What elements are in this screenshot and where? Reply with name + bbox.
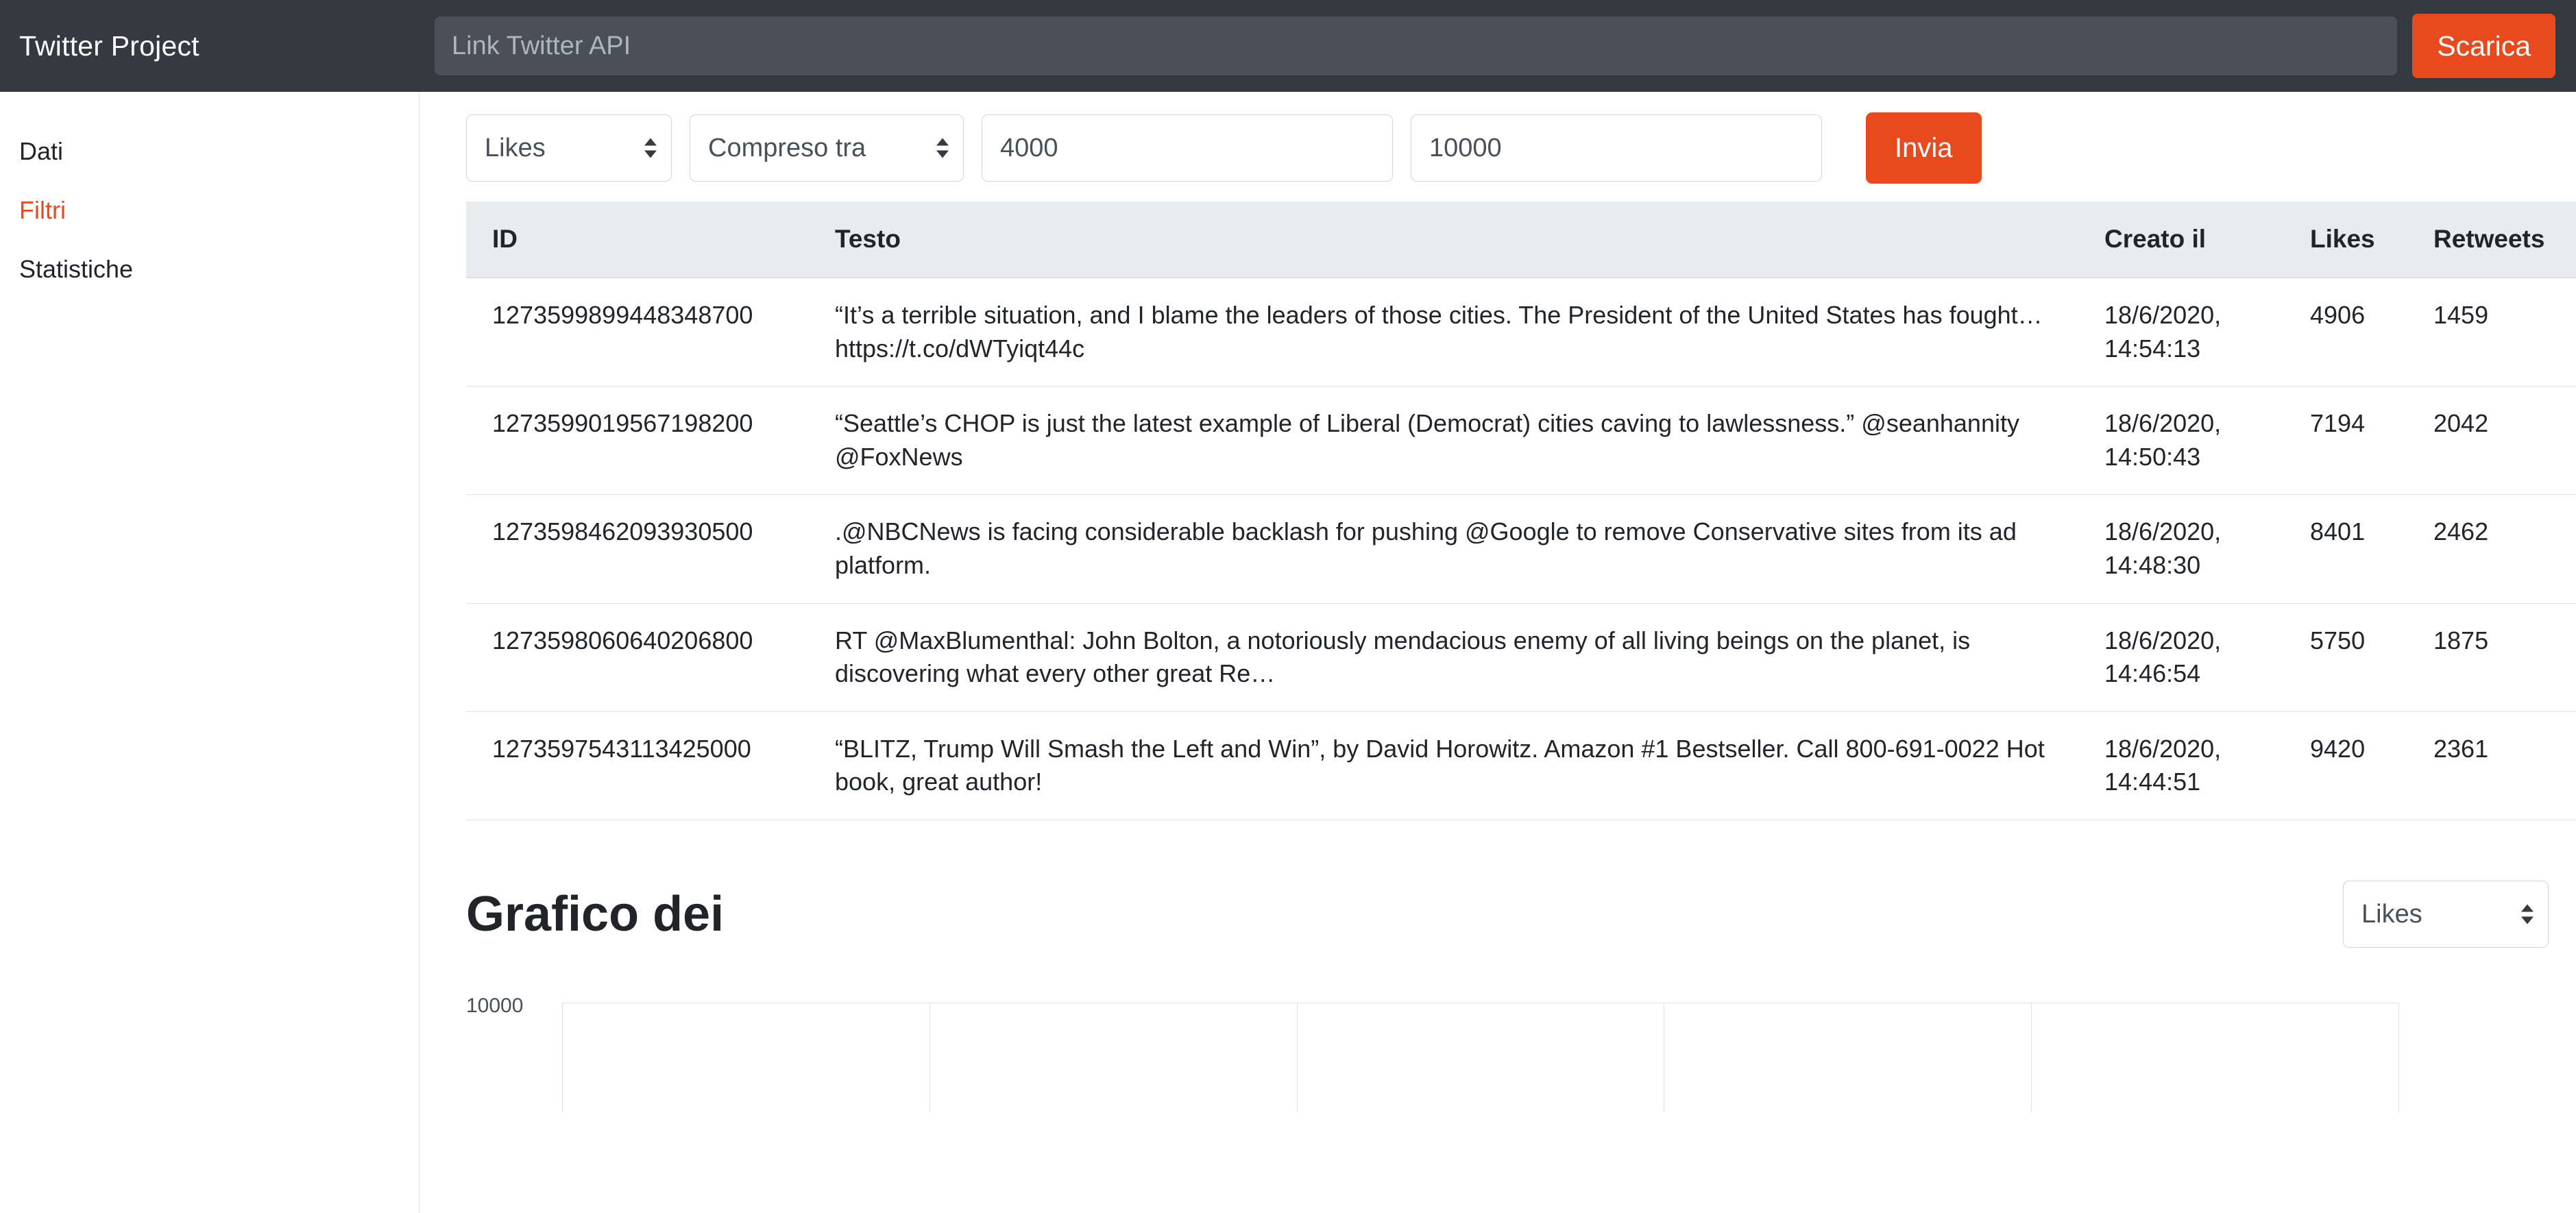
- cell-likes: 9420: [2310, 711, 2433, 820]
- cell-likes: 8401: [2310, 495, 2433, 603]
- body: [0, 92, 2576, 1213]
- metric-select[interactable]: [466, 114, 672, 182]
- cell-testo: “Seattle’s CHOP is just the latest example of Liberal (Democrat) cities caving to lawlessness.” @seanhannity @FoxNews: [823, 387, 2104, 495]
- cell-creato-il: 18/6/2020, 14:48:30: [2104, 495, 2310, 603]
- table-row[interactable]: [466, 711, 2576, 820]
- cell-testo: RT @MaxBlumenthal: John Bolton, a notoriously mendacious enemy of all living beings on the planet, is discovering what every other great Re…: [823, 603, 2104, 711]
- cell-retweets: 1459: [2433, 278, 2576, 387]
- table-header-row: [466, 201, 2576, 278]
- cell-id: 1273598462093930500: [466, 495, 823, 603]
- chart-y-axis-top-label: 10000: [466, 994, 524, 1017]
- chart-grid-cell: [929, 1003, 1297, 1112]
- column-header-likes[interactable]: Likes: [2310, 201, 2433, 278]
- cell-retweets: 2361: [2433, 711, 2576, 820]
- operator-select[interactable]: [690, 114, 964, 182]
- column-header-creato-il[interactable]: Creato il: [2104, 201, 2310, 278]
- cell-testo: “It’s a terrible situation, and I blame the leaders of those cities. The President of the United States has fought… https://t.co/dWTyiqt44c: [823, 278, 2104, 387]
- chart-grid-cell: [562, 1003, 929, 1112]
- cell-id: 1273599899448348700: [466, 278, 823, 387]
- sidebar-item-statistiche[interactable]: Statistiche: [19, 255, 134, 283]
- sidebar-item-filtri[interactable]: Filtri: [19, 196, 66, 224]
- chart-grid-cell: [2031, 1003, 2399, 1112]
- cell-likes: 7194: [2310, 387, 2433, 495]
- table-body: [466, 278, 2576, 820]
- submit-filter-button[interactable]: Invia: [1866, 112, 1982, 184]
- cell-testo: .@NBCNews is facing considerable backlash for pushing @Google to remove Conservative sites from its ad platform.: [823, 495, 2104, 603]
- cell-id: 1273598060640206800: [466, 603, 823, 711]
- filter-bar: [420, 92, 2576, 201]
- top-bar: [0, 0, 2576, 92]
- chart-grid-cell: [1297, 1003, 1664, 1112]
- tweets-table: [466, 201, 2576, 820]
- min-value-input[interactable]: [982, 114, 1393, 182]
- download-button[interactable]: Scarica: [2412, 14, 2555, 78]
- sidebar: [0, 92, 420, 1213]
- table-header: [466, 201, 2576, 278]
- chart-header: [466, 881, 2549, 948]
- cell-id: 1273597543113425000: [466, 711, 823, 820]
- max-value-input[interactable]: [1411, 114, 1822, 182]
- chart-metric-select-wrap: [2343, 881, 2549, 948]
- cell-creato-il: 18/6/2020, 14:50:43: [2104, 387, 2310, 495]
- table-row[interactable]: [466, 495, 2576, 603]
- table-row[interactable]: [466, 278, 2576, 387]
- cell-retweets: 1875: [2433, 603, 2576, 711]
- sidebar-item-dati[interactable]: Dati: [19, 137, 64, 165]
- twitter-api-link-input[interactable]: [435, 16, 2397, 75]
- metric-select-wrap: [466, 114, 672, 182]
- main-content: [420, 92, 2576, 1213]
- cell-likes: 5750: [2310, 603, 2433, 711]
- operator-select-wrap: [690, 114, 964, 182]
- chart-title: Grafico dei: [466, 886, 725, 942]
- table-row[interactable]: [466, 603, 2576, 711]
- cell-retweets: 2042: [2433, 387, 2576, 495]
- column-header-testo[interactable]: Testo: [823, 201, 2104, 278]
- cell-likes: 4906: [2310, 278, 2433, 387]
- cell-retweets: 2462: [2433, 495, 2576, 603]
- top-bar-controls: [420, 0, 2576, 92]
- chart-metric-select[interactable]: [2343, 881, 2549, 948]
- cell-creato-il: 18/6/2020, 14:46:54: [2104, 603, 2310, 711]
- chart-grid-cell: [1664, 1003, 2031, 1112]
- cell-id: 1273599019567198200: [466, 387, 823, 495]
- table-row[interactable]: [466, 387, 2576, 495]
- column-header-id[interactable]: ID: [466, 201, 823, 278]
- chart-gridlines: [562, 1003, 2399, 1112]
- column-header-retweets[interactable]: Retweets: [2433, 201, 2576, 278]
- cell-creato-il: 18/6/2020, 14:44:51: [2104, 711, 2310, 820]
- cell-creato-il: 18/6/2020, 14:54:13: [2104, 278, 2310, 387]
- app-title: Twitter Project: [0, 0, 420, 92]
- cell-testo: “BLITZ, Trump Will Smash the Left and Win”, by David Horowitz. Amazon #1 Bestseller. Call 800-691-0022 Hot book, great author!: [823, 711, 2104, 820]
- chart-plot-area: [466, 975, 2523, 1112]
